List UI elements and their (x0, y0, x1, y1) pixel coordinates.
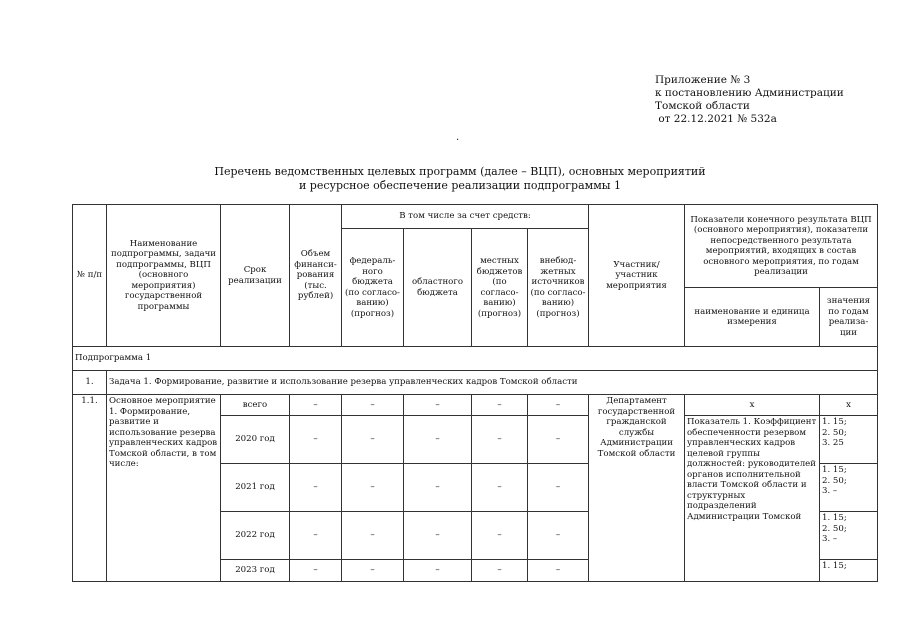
extra-cell: – (528, 416, 589, 464)
indicator-x-name: х (685, 395, 820, 416)
value-line: 1. 15; (822, 561, 847, 571)
activity-name: Основное мероприятие 1. Формирование, развитие и использование резерва управленческих кадров Томской области, в том числе: (107, 395, 221, 582)
header-ind-values: значения по годам реализа-ции (820, 288, 878, 347)
volume-cell: – (290, 395, 342, 416)
header-regional: областного бюджета (404, 229, 472, 347)
title-line: Перечень ведомственных целевых программ (далее – ВЦП), основных мероприятий (214, 165, 706, 178)
header-volume: Объем финанси-рования (тыс. рублей) (290, 205, 342, 347)
federal-cell: – (342, 464, 404, 512)
subprogram-row: Подпрограмма 1 (73, 347, 878, 371)
stray-dot: . (456, 132, 460, 143)
title-line: и ресурсное обеспечение реализации подпрограммы 1 (298, 179, 622, 192)
header-participant: Участник/ участник мероприятия (589, 205, 685, 347)
regional-cell: – (404, 560, 472, 582)
indicator-values (820, 560, 878, 582)
regional-cell: – (404, 395, 472, 416)
local-cell: – (472, 464, 528, 512)
indicator-values (820, 512, 878, 560)
value-line: 2. 50; (822, 475, 847, 486)
period-cell: всего (221, 395, 290, 416)
local-cell: – (472, 512, 528, 560)
value-line: 3. – (822, 486, 838, 496)
regional-cell: – (404, 416, 472, 464)
appendix-line: Приложение № 3 (655, 74, 751, 86)
appendix-line: Томской области (655, 100, 750, 112)
header-including: В том числе за счет средств: (342, 205, 589, 229)
local-cell: – (472, 395, 528, 416)
local-cell: – (472, 560, 528, 582)
header-num: № п/п (73, 205, 107, 347)
value-line: 1. 15; (822, 513, 847, 523)
extra-cell: – (528, 560, 589, 582)
local-cell: – (472, 416, 528, 464)
value-line: 2. 50; (822, 523, 847, 534)
indicator-values (820, 416, 878, 464)
volume-cell: – (290, 464, 342, 512)
value-line: 1. 15; (822, 465, 847, 475)
task-text: Задача 1. Формирование, развитие и использование резерва управленческих кадров Томской области (107, 371, 878, 395)
header-ind-name: наименование и единица измерения (685, 288, 820, 347)
indicator-x-value: х (820, 395, 878, 416)
document-title (150, 165, 770, 193)
federal-cell: – (342, 560, 404, 582)
federal-cell: – (342, 416, 404, 464)
period-cell: 2023 год (221, 560, 290, 582)
appendix-line: от 22.12.2021 № 532а (655, 113, 777, 125)
indicator-values (820, 464, 878, 512)
period-cell: 2022 год (221, 512, 290, 560)
period-cell: 2021 год (221, 464, 290, 512)
header-indicators: Показатели конечного результата ВЦП (основного мероприятия), показатели непосредственного результата мероприятий, входящих в состав основного мероприятия, по годам реализации (685, 205, 878, 288)
header-local: местных бюджетов (по согласо-ванию) (прогноз) (472, 229, 528, 347)
extra-cell: – (528, 464, 589, 512)
program-table (72, 204, 878, 582)
volume-cell: – (290, 512, 342, 560)
header-period: Срок реализации (221, 205, 290, 347)
period-cell: 2020 год (221, 416, 290, 464)
regional-cell: – (404, 464, 472, 512)
value-line: 3. – (822, 534, 838, 544)
appendix-block (655, 74, 844, 126)
extra-cell: – (528, 512, 589, 560)
header-federal: федераль-ного бюджета (по согласо-ванию) (прогноз) (342, 229, 404, 347)
value-line: 3. 25 (822, 438, 844, 448)
task-num: 1. (73, 371, 107, 395)
value-line: 1. 15; (822, 417, 847, 427)
header-extra: внебюд-жетных источников (по согласо-ванию) (прогноз) (528, 229, 589, 347)
regional-cell: – (404, 512, 472, 560)
extra-cell: – (528, 395, 589, 416)
indicator-text: Показатель 1. Коэффициент обеспеченности резервом управленческих кадров целевой группы должностей: руководителей органов исполнительной власти Томской области и структурных подразделений Администрации Томской (685, 416, 820, 582)
value-line: 2. 50; (822, 427, 847, 438)
appendix-line: к постановлению Администрации (655, 87, 844, 99)
header-name: Наименование подпрограммы, задачи подпрограммы, ВЦП (основного мероприятия) государственной программы (107, 205, 221, 347)
volume-cell: – (290, 560, 342, 582)
volume-cell: – (290, 416, 342, 464)
participant-cell: Департамент государственной гражданской службы Администрации Томской области (589, 395, 685, 582)
activity-num: 1.1. (73, 395, 107, 582)
federal-cell: – (342, 512, 404, 560)
federal-cell: – (342, 395, 404, 416)
